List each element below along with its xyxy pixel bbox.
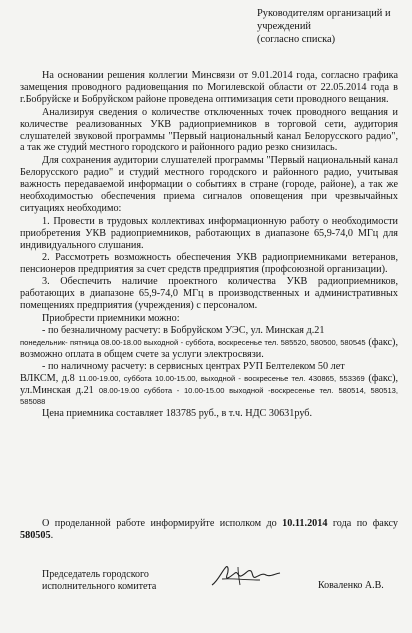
purchase-cash-hours-2: 08.00-19.00 суббота - 10.00-15.00 выходной -воскресенье тел. xyxy=(98,385,334,395)
addressee-line-1: Руководителям организаций и xyxy=(257,8,391,19)
paragraph-analysis: Анализируя сведения о количестве отключенных точек проводного вещания и количестве реализованных УКВ радиоприемников в торговой сети, аудитория слушателей звуковой программы "Первый национальный канал Белорусского радио", а так же студий местного городского и районного радио резко снизилась. xyxy=(20,106,398,154)
purchase-cash-phones: 580514, 580513, 585088 xyxy=(20,385,399,407)
paragraph-item-1: 1. Провести в трудовых коллективах информационную работу о необходимости приобретения УКВ радиоприемников, работающих в диапазоне 65,9-74,0 МГц для индивидуального слушания. xyxy=(20,215,398,251)
signatory-position-line-1: Председатель городского xyxy=(42,569,149,580)
paragraph-item-3: 3. Обеспечить наличие проектного количества УКВ радиоприемников, работающих в диапазоне 65,9-74,0 МГц в производственных и административных помещениях предприятия (учреждения) с персоналом. xyxy=(20,276,398,312)
purchase-cash-main: - по наличному расчету: в сервисных центрах РУП Белтелеком 50 лет xyxy=(42,360,345,372)
addressee-block xyxy=(257,7,407,46)
paragraph-item-2: 2. Рассмотреть возможность обеспечения УКВ радиоприемниками ветеранов, пенсионеров предприятия за счет средств предприятия (профсоюзной организации). xyxy=(20,251,398,275)
purchase-cashless-hours: понедельник- пятница 08.00-18.00 выходной - суббота, воскресенье тел. 585520, 580500, 580545 xyxy=(20,337,366,347)
closing-text-end: . xyxy=(50,530,54,542)
closing-text-start: О проделанной работе информируйте исполком до xyxy=(42,518,283,529)
purchase-cash xyxy=(20,361,398,373)
signatory-position xyxy=(42,569,192,593)
addressee-line-3: (согласно списка) xyxy=(257,34,336,45)
purchase-cash-details xyxy=(20,373,398,409)
closing-paragraph xyxy=(20,518,398,543)
paragraph-purchase-intro: Приобрести приемники можно: xyxy=(42,313,180,325)
signatory-position-line-2: исполнительного комитета xyxy=(42,581,157,592)
handwritten-signature xyxy=(208,561,290,593)
purchase-cash-vlksm: ВЛКСМ, д.8 xyxy=(20,372,75,384)
purchase-cashless-fax: (факс), возможно оплата в общем счете за услуги электросвязи. xyxy=(20,336,398,360)
price-note: Цена приемника составляет 183785 руб., в т.ч. НДС 30631руб. xyxy=(42,408,313,420)
paragraph-decision: На основании решения коллегии Минсвязи от 9.01.2014 года, согласно графика замещения проводного радиовещания по Могилевской области от 22.05.2014 года в г.Бобруйске и Бобруйском районе проведена оптимизация сети проводного вещания. xyxy=(20,70,398,105)
letter-body xyxy=(20,70,398,420)
purchase-cashless xyxy=(20,325,398,337)
purchase-cash-fax: (факс), xyxy=(368,372,399,384)
purchase-cashless-details xyxy=(20,337,398,361)
purchase-cash-hours-1: 11.00-19.00, суббота 10.00-15.00, выходной - воскресенье тел. 430865, 553369 xyxy=(78,373,365,383)
closing-block xyxy=(20,518,398,543)
closing-text-mid: года по факсу xyxy=(327,518,398,529)
deadline-date: 10.11.2014 xyxy=(282,518,328,529)
fax-number: 580505 xyxy=(20,530,51,542)
addressee-line-2: учреждений xyxy=(257,21,311,32)
signatory-name: Коваленко А.В. xyxy=(318,580,384,591)
purchase-cashless-main: - по безналичному расчету: в Бобруйском УЭС, ул. Минская д.21 xyxy=(42,325,325,337)
paragraph-requirements: Для сохранения аудитории слушателей программы "Первый национальный канал Белорусского радио" и студий местного городского и районного радио, учитывая важность передаваемой информации о событиях в стране (городе, районе), а так же необходимостью обеспечения приема сигналов оповещения при чрезвычайных ситуациях необходимо: xyxy=(20,155,398,214)
purchase-cash-street: ул.Минская д.21 xyxy=(20,384,94,396)
